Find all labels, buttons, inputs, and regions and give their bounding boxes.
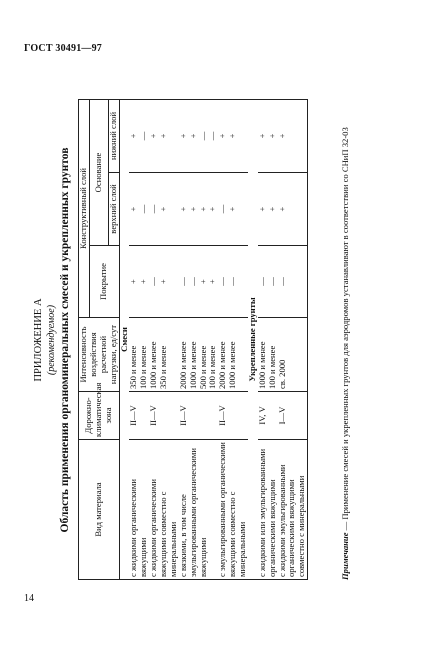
intensity-cell bbox=[278, 318, 308, 392]
table-row bbox=[149, 99, 179, 579]
intensity-cell bbox=[258, 318, 278, 392]
header-base: Основание bbox=[89, 99, 108, 245]
lower-sign: + bbox=[128, 133, 139, 139]
upper-sign: — bbox=[138, 204, 149, 214]
material-cell: с жидкими органическими вяжущими совместно с минеральными bbox=[149, 440, 179, 580]
zone-cell: II—V bbox=[179, 392, 219, 440]
document-header: ГОСТ 30491—97 bbox=[24, 43, 103, 54]
coating-cell bbox=[129, 246, 149, 318]
upper-sign: + bbox=[227, 206, 238, 212]
material-cell: с жидкими органическими вяжущими bbox=[129, 440, 149, 580]
intensity-value: 1000 и менее bbox=[256, 341, 267, 389]
zone-cell: II—V bbox=[129, 392, 149, 440]
header-upper: верхний слой bbox=[108, 173, 119, 246]
intensity-value: 2000 и менее bbox=[217, 341, 228, 389]
coating-sign: — bbox=[276, 277, 287, 286]
section-soils: Укрепленные грунты bbox=[248, 99, 258, 579]
lower-sign: + bbox=[158, 133, 168, 139]
appendix-status: (рекомендуемое) bbox=[46, 304, 57, 376]
intensity-value: 100 и менее bbox=[266, 345, 277, 389]
intensity-value: 1000 и менее bbox=[187, 341, 198, 389]
coating-cell bbox=[179, 246, 219, 318]
upper-sign: — bbox=[217, 204, 228, 214]
intensity-cell bbox=[129, 318, 149, 392]
intensity-value: 500 и менее bbox=[197, 345, 208, 389]
zone-cell: IV, V bbox=[258, 392, 278, 440]
upper-cell bbox=[218, 173, 248, 246]
lower-sign: + bbox=[256, 133, 267, 139]
intensity-value: 1000 и менее bbox=[227, 341, 238, 389]
zone-cell: I—V bbox=[278, 392, 308, 440]
coating-sign: + bbox=[128, 279, 139, 284]
intensity-value: 2000 и менее bbox=[177, 341, 188, 389]
intensity-value: 100 и менее bbox=[138, 345, 149, 389]
coating-sign: — bbox=[187, 277, 198, 286]
coating-sign: + bbox=[197, 279, 208, 284]
coating-sign: — bbox=[177, 277, 188, 286]
coating-sign: — bbox=[227, 277, 238, 286]
table-row bbox=[218, 99, 248, 579]
lower-cell bbox=[149, 99, 179, 172]
table-row bbox=[258, 99, 278, 579]
coating-sign: + bbox=[158, 279, 168, 284]
table-note bbox=[340, 110, 351, 580]
intensity-value: св. 2000 bbox=[276, 359, 287, 389]
header-lower: нижний слой bbox=[108, 99, 119, 172]
coating-sign: + bbox=[138, 279, 149, 284]
upper-cell bbox=[258, 173, 278, 246]
lower-sign: + bbox=[177, 133, 188, 139]
intensity-value: 1000 и менее bbox=[148, 341, 159, 389]
material-cell: с вязкими, в том числе эмульгированными органическими вяжущими bbox=[179, 440, 219, 580]
table-body bbox=[119, 99, 308, 579]
header-material: Вид материала bbox=[79, 440, 120, 580]
upper-sign: + bbox=[207, 206, 218, 212]
lower-sign: — bbox=[138, 131, 149, 141]
lower-sign: + bbox=[276, 133, 287, 139]
intensity-cell bbox=[149, 318, 179, 392]
header-zone: Дорожно-климатическая зона bbox=[79, 392, 120, 440]
intensity-value: 350 и менее bbox=[158, 345, 168, 389]
rotated-appendix bbox=[28, 100, 408, 580]
upper-sign: + bbox=[276, 206, 287, 212]
intensity-value: 100 и менее bbox=[207, 345, 218, 389]
lower-sign: + bbox=[148, 133, 159, 139]
zone-cell: II—V bbox=[218, 392, 248, 440]
note-label: Примечание bbox=[340, 532, 350, 580]
page-number: 14 bbox=[24, 593, 34, 604]
material-cell: с жидкими или эмульгированными органическими вяжущими bbox=[258, 440, 278, 580]
appendix-title: ПРИЛОЖЕНИЕ А bbox=[33, 298, 44, 382]
coating-cell bbox=[278, 246, 308, 318]
coating-cell bbox=[258, 246, 278, 318]
table-row bbox=[278, 99, 308, 579]
lower-sign: + bbox=[227, 133, 238, 139]
lower-cell bbox=[129, 99, 149, 172]
upper-cell bbox=[129, 173, 149, 246]
lower-cell bbox=[218, 99, 248, 172]
lower-sign: — bbox=[207, 131, 218, 141]
upper-cell bbox=[278, 173, 308, 246]
lower-cell bbox=[179, 99, 219, 172]
upper-sign: + bbox=[187, 206, 198, 212]
upper-sign: + bbox=[177, 206, 188, 212]
note-text: — Применение смесей и укрепленных грунтов для аэродромов устанавливают в соответствии со СНиП 32-03 bbox=[340, 127, 350, 533]
table-row bbox=[179, 99, 219, 579]
application-table bbox=[78, 99, 308, 580]
upper-sign: + bbox=[256, 206, 267, 212]
coating-sign: + bbox=[207, 279, 218, 284]
table-row bbox=[129, 99, 149, 579]
intensity-value: 350 и менее bbox=[128, 345, 139, 389]
coating-sign: — bbox=[256, 277, 267, 286]
upper-sign: + bbox=[158, 206, 168, 212]
upper-sign: + bbox=[128, 206, 139, 212]
header-layer: Конструктивный слой bbox=[79, 99, 90, 317]
header-coating: Покрытие bbox=[89, 246, 119, 318]
lower-sign: — bbox=[197, 131, 208, 141]
material-cell: с жидкими эмульгированными органическими вяжущими совместно с минеральными bbox=[278, 440, 308, 580]
upper-sign: + bbox=[266, 206, 277, 212]
coating-cell bbox=[149, 246, 179, 318]
lower-sign: + bbox=[266, 133, 277, 139]
lower-cell bbox=[278, 99, 308, 172]
upper-sign: + bbox=[197, 206, 208, 212]
upper-sign: — bbox=[148, 204, 159, 214]
section-mixes: Смеси bbox=[119, 99, 129, 579]
coating-sign: — bbox=[266, 277, 277, 286]
coating-cell bbox=[218, 246, 248, 318]
appendix-heading: Область применения органоминеральных смесей и укрепленных грунтов bbox=[59, 147, 71, 533]
material-cell: с эмульгированными органическими вяжущими совместно с минеральными bbox=[218, 440, 248, 580]
lower-cell bbox=[258, 99, 278, 172]
coating-sign: — bbox=[217, 277, 228, 286]
lower-sign: + bbox=[217, 133, 228, 139]
lower-sign: + bbox=[187, 133, 198, 139]
intensity-cell bbox=[179, 318, 219, 392]
upper-cell bbox=[179, 173, 219, 246]
coating-sign: — bbox=[148, 277, 159, 286]
zone-cell: II—V bbox=[149, 392, 179, 440]
header-intensity: Интенсивность воздействия расчетной нагрузки, ед/сут bbox=[79, 318, 120, 392]
upper-cell bbox=[149, 173, 179, 246]
intensity-cell bbox=[218, 318, 248, 392]
